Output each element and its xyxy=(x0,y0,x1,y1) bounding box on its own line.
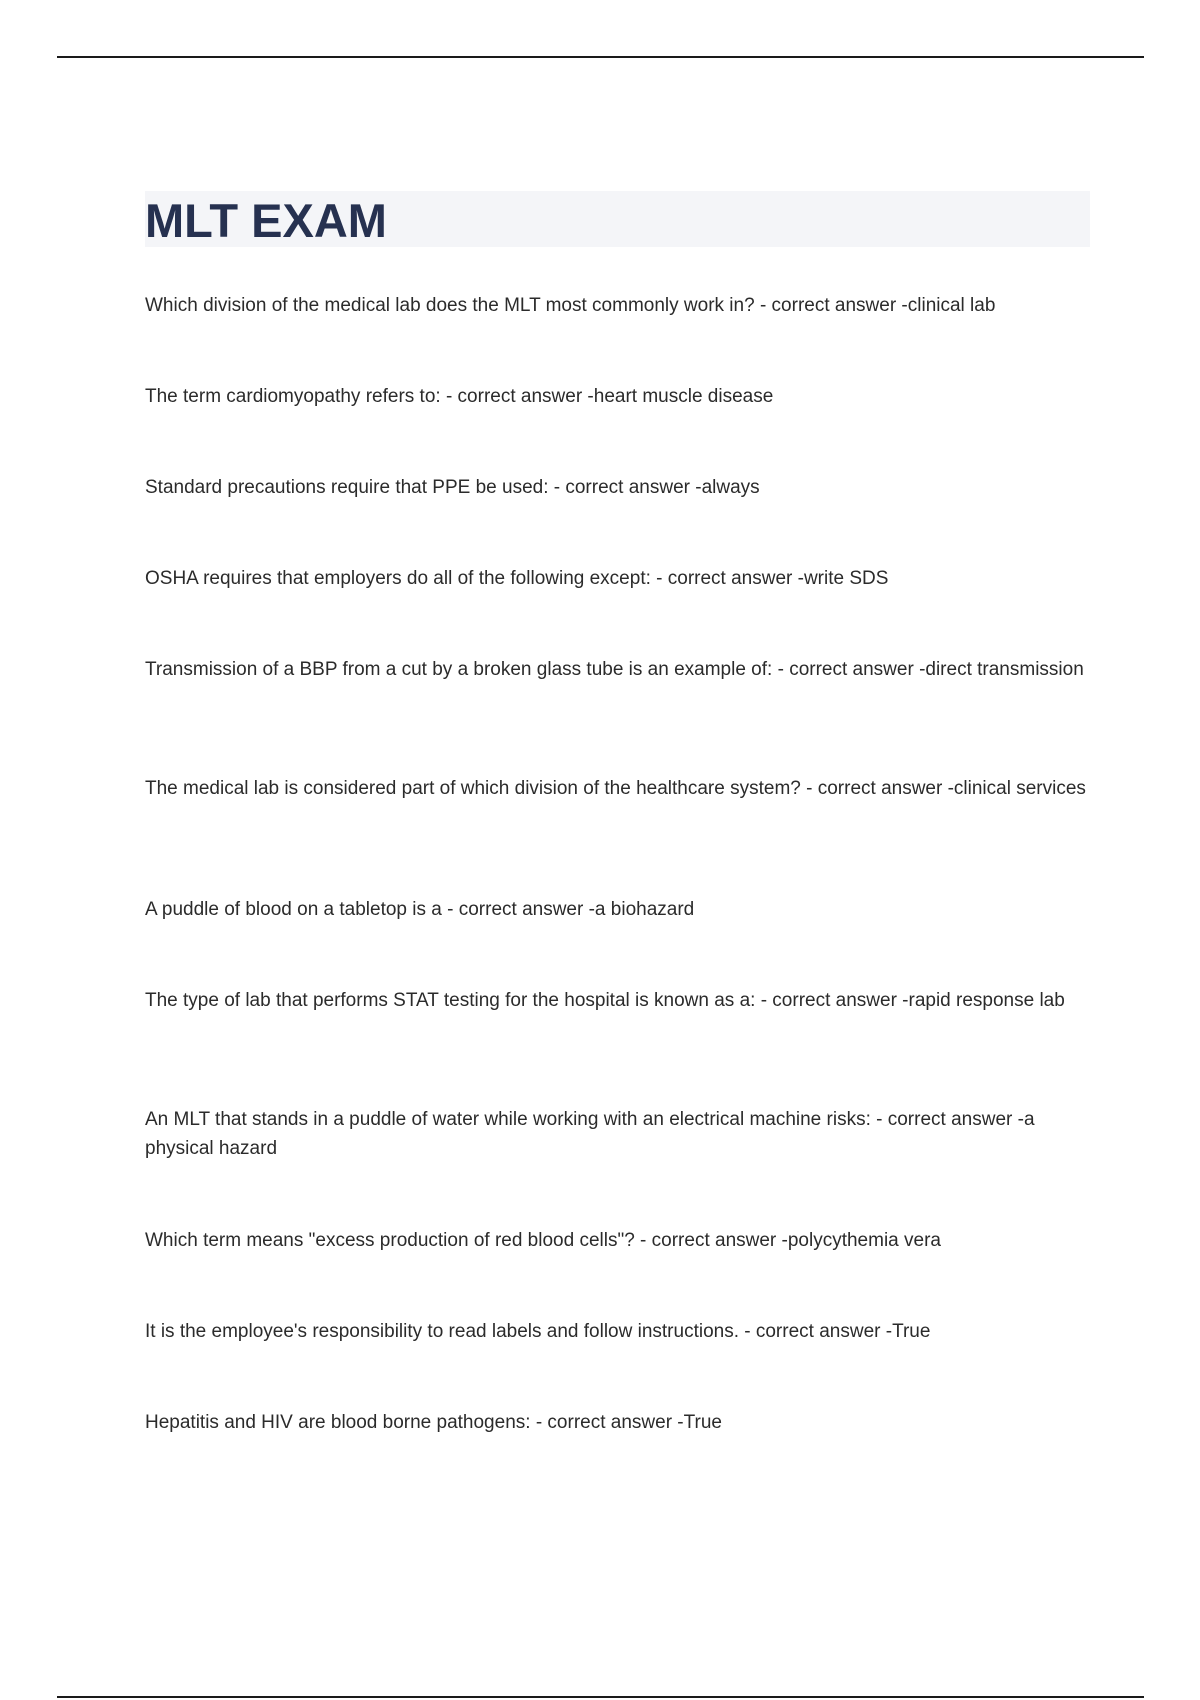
qa-item: An MLT that stands in a puddle of water while working with an electrical machine risks: - correct answer -a physical hazard xyxy=(145,1109,1035,1159)
qa-item: The type of lab that performs STAT testing for the hospital is known as a: - correct answer -rapid response lab xyxy=(145,990,1065,1011)
top-rule xyxy=(57,56,1144,58)
qa-item: The term cardiomyopathy refers to: - correct answer -heart muscle disease xyxy=(145,386,774,407)
qa-item: Standard precautions require that PPE be used: - correct answer -always xyxy=(145,477,760,498)
qa-item: It is the employee's responsibility to read labels and follow instructions. - correct answer -True xyxy=(145,1321,931,1342)
qa-item: Transmission of a BBP from a cut by a broken glass tube is an example of: - correct answer -direct transmission xyxy=(145,659,1084,680)
qa-item: The medical lab is considered part of which division of the healthcare system? - correct answer -clinical services xyxy=(145,778,1086,799)
qa-item: OSHA requires that employers do all of the following except: - correct answer -write SDS xyxy=(145,568,889,589)
bottom-rule xyxy=(57,1696,1144,1698)
qa-item: Which term means "excess production of red blood cells"? - correct answer -polycythemia vera xyxy=(145,1230,941,1251)
qa-item: Which division of the medical lab does the MLT most commonly work in? - correct answer -clinical lab xyxy=(145,295,996,316)
qa-item: Hepatitis and HIV are blood borne pathogens: - correct answer -True xyxy=(145,1412,722,1433)
document-title: MLT EXAM xyxy=(145,194,387,247)
qa-item: A puddle of blood on a tabletop is a - correct answer -a biohazard xyxy=(145,899,695,920)
